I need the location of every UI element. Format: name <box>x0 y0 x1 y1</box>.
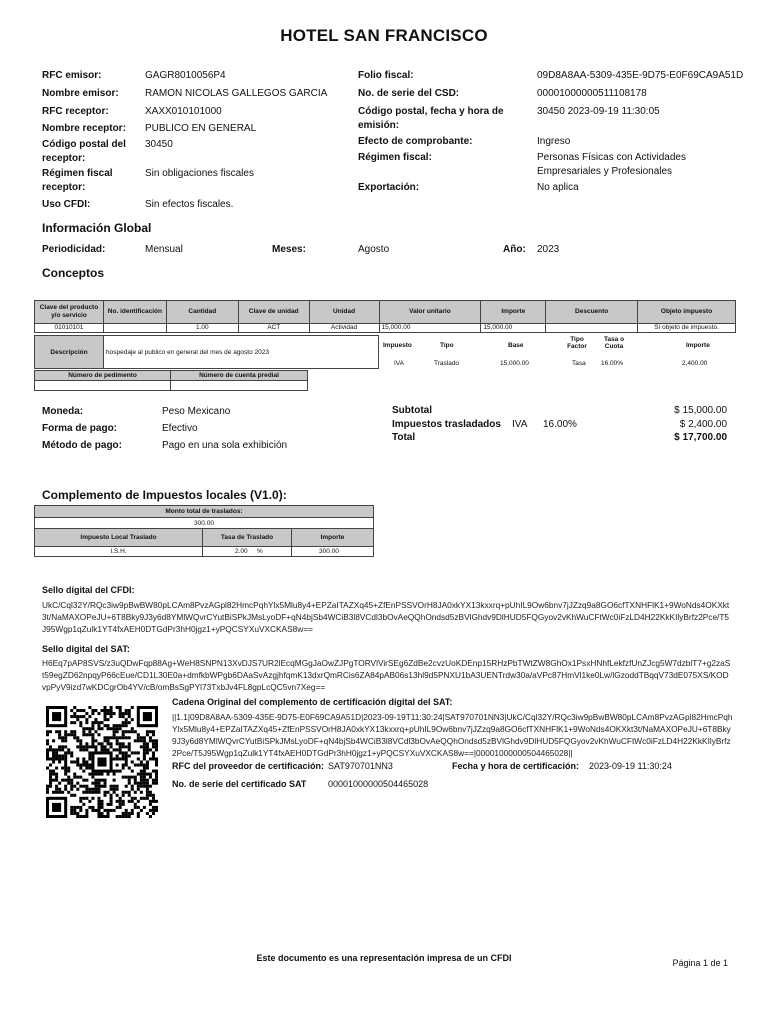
pedimento-label: Número de pedimento <box>34 370 171 381</box>
cp-receptor-value: 30450 <box>145 139 173 150</box>
col-tasa-traslado: Tasa de Traslado <box>202 528 292 547</box>
exportacion-label: Exportación: <box>358 182 420 193</box>
col-clave-producto: Clave del producto y/o servicio <box>35 301 104 324</box>
col-valor-unitario: Valor unitario <box>379 301 481 324</box>
regimen-receptor-label-1: Régimen fiscal <box>42 168 113 179</box>
periodicidad-value: Mensual <box>145 244 183 255</box>
tax-col-tipo-factor: Tipo Factor <box>567 336 587 350</box>
page-number: Página 1 de 1 <box>672 958 728 968</box>
cp-receptor-label-1: Código postal del <box>42 139 126 150</box>
efecto-value: Ingreso <box>537 136 571 147</box>
subtotal-label: Subtotal <box>392 405 432 416</box>
tax-col-impuesto: Impuesto <box>383 342 412 349</box>
exportacion-value: No aplica <box>537 182 579 193</box>
regimen-fiscal-label: Régimen fiscal: <box>358 152 432 163</box>
col-unidad: Unidad <box>309 301 379 324</box>
meses-label: Meses: <box>272 244 306 255</box>
regimen-receptor-value: Sin obligaciones fiscales <box>145 168 254 179</box>
cell-clave-producto: 01010101 <box>35 324 104 333</box>
col-importe-local: Importe <box>291 528 374 547</box>
predial-label: Número de cuenta predial <box>170 370 308 381</box>
tasa-traslado-unit: % <box>257 548 263 555</box>
col-clave-unidad: Clave de unidad <box>238 301 309 324</box>
conceptos-title: Conceptos <box>42 266 105 280</box>
regimen-fiscal-value-1: Personas Físicas con Actividades <box>537 152 686 163</box>
moneda-label: Moneda: <box>42 406 84 417</box>
fecha-certificacion-label: Fecha y hora de certificación: <box>452 761 580 771</box>
total-value: $ 17,700.00 <box>674 432 727 443</box>
rfc-proveedor-value: SAT970701NN3 <box>328 761 393 771</box>
conceptos-table <box>34 300 736 333</box>
cell-valor-unitario: 15,000.00 <box>379 324 481 333</box>
col-importe: Importe <box>481 301 546 324</box>
qr-code-icon <box>46 706 158 818</box>
serie-certificado-sat-value: 00001000000504465028 <box>328 779 429 789</box>
subtotal-value: $ 15,000.00 <box>674 405 727 416</box>
monto-traslados-label: Monto total de traslados: <box>34 505 374 518</box>
descripcion-label: Descripción <box>34 335 104 369</box>
sello-sat-value: H6Eq7pAP8SVS/z3uQDwFqp88Ag+WeH8SNPN13XvDJS7UR2lEcqMGgJaOwZJPgTORVlVirSEg6ZdBe2cvzUoKDEnp15RHzPbTWtZW8GhOx1PsxHNhfLekfzfUnZJcg5W7dzblT7+g2zaSt59egZD62npqyP66cEue/CD1L30E0a+dmfkbWPgb6DAaSvAzgjhfqmK13dxrQmRCis6ZA84pAB06s13hl9d5PNXU1bA3UENTrdw30a/aVPc87HmVl1ke0Lw/lGzoddTBqqV73dE075XS/KODvpPyV9izd7wKDCgrOb4YV/cB/omBsSgPYl73TxbJv4FL8gpLcQC5vn7Xeg== <box>42 658 731 692</box>
cp-fecha-label-1: Código postal, fecha y hora de <box>358 106 504 117</box>
cell-objeto-impuesto: Sí objeto de impuesto. <box>638 324 736 333</box>
metodo-pago-label: Método de pago: <box>42 440 122 451</box>
impuesto-local-value: I.S.H. <box>34 546 203 557</box>
importe-local-value: 300.00 <box>291 546 374 557</box>
forma-pago-label: Forma de pago: <box>42 423 118 434</box>
regimen-fiscal-value-2: Empresariales y Profesionales <box>537 166 673 177</box>
sello-cfdi-label: Sello digital del CFDI: <box>42 585 135 595</box>
tasa-traslado-value: 2.00 <box>235 548 248 555</box>
uso-cfdi-value: Sin efectos fiscales. <box>145 199 234 210</box>
total-label: Total <box>392 432 416 443</box>
sello-sat-label: Sello digital del SAT: <box>42 644 130 654</box>
cp-receptor-label-2: receptor: <box>42 153 86 164</box>
cp-fecha-value: 30450 2023-09-19 11:30:05 <box>537 106 660 117</box>
serie-certificado-sat-label: No. de serie del certificado SAT <box>172 779 307 789</box>
impuestos-trasladados-value: $ 2,400.00 <box>679 419 727 430</box>
tax-tipo: Traslado <box>434 360 460 367</box>
regimen-receptor-label-2: receptor: <box>42 182 86 193</box>
impuestos-trasladados-label: Impuestos trasladados <box>392 419 501 430</box>
fecha-certificacion-value: 2023-09-19 11:30:24 <box>589 761 672 771</box>
meses-value: Agosto <box>358 244 390 255</box>
nombre-emisor-value: RAMON NICOLAS GALLEGOS GARCIA <box>145 88 328 99</box>
rfc-emisor-label: RFC emisor: <box>42 70 102 81</box>
tax-base: 15,000.00 <box>500 360 529 367</box>
table-row <box>35 324 736 333</box>
tax-importe: 2,400.00 <box>682 360 708 367</box>
tax-col-tipo: Tipo <box>440 342 454 349</box>
moneda-value: Peso Mexicano <box>162 406 231 417</box>
rfc-proveedor-label: RFC del proveedor de certificación: <box>172 761 325 771</box>
cadena-original-label: Cadena Original del complemento de certificación digital del SAT: <box>172 697 453 707</box>
cell-cantidad: 1.00 <box>166 324 238 333</box>
cell-no-identificacion <box>103 324 166 333</box>
cell-unidad: Actividad <box>309 324 379 333</box>
col-no-identificacion: No. identificación <box>103 301 166 324</box>
tax-col-importe: Importe <box>686 342 710 349</box>
tax-col-tasa-cuota: Tasa o Cuota <box>603 336 625 350</box>
tax-col-base: Base <box>508 342 524 349</box>
conceptos-header-row <box>35 301 736 324</box>
complemento-title: Complemento de Impuestos locales (V1.0): <box>42 488 287 502</box>
forma-pago-value: Efectivo <box>162 423 198 434</box>
hotel-name: HOTEL SAN FRANCISCO <box>280 26 488 45</box>
cell-importe: 15,000.00 <box>481 324 546 333</box>
folio-fiscal-label: Folio fiscal: <box>358 70 414 81</box>
rfc-emisor-value: GAGR8010056P4 <box>145 70 226 81</box>
nombre-receptor-label: Nombre receptor: <box>42 123 126 134</box>
folio-fiscal-value: 09D8A8AA-5309-435E-9D75-E0F69CA9A51D <box>537 70 744 81</box>
uso-cfdi-label: Uso CFDI: <box>42 199 91 210</box>
predial-value <box>170 380 308 391</box>
cell-clave-unidad: ACT <box>238 324 309 333</box>
pedimento-value <box>34 380 171 391</box>
metodo-pago-value: Pago en una sola exhibición <box>162 440 288 451</box>
csd-label: No. de serie del CSD: <box>358 88 460 99</box>
col-cantidad: Cantidad <box>166 301 238 324</box>
descripcion-value: hospedaje al publico en general del mes de agosto 2023 <box>103 335 379 369</box>
rfc-receptor-value: XAXX010101000 <box>145 106 222 117</box>
monto-traslados-value: 300.00 <box>34 517 374 529</box>
nombre-receptor-value: PUBLICO EN GENERAL <box>145 123 257 134</box>
col-impuesto-local: Impuesto Local Traslado <box>34 528 203 547</box>
impuesto-nombre: IVA <box>512 419 528 430</box>
csd-value: 00001000000511108178 <box>537 88 647 99</box>
tax-tipo-factor: Tasa <box>572 360 586 367</box>
col-descuento: Descuento <box>546 301 638 324</box>
tasa-traslado-cell <box>202 546 292 557</box>
anio-label: Año: <box>503 244 526 255</box>
tax-impuesto: IVA <box>394 360 404 367</box>
anio-value: 2023 <box>537 244 560 255</box>
sello-cfdi-value: UkC/Cql32Y/RQc3iw9pBwBW80pLCAm8PvzAGpl82HmcPqhYlx5Mlu8y4+EPZaITAZXq45+ZfEnPSSVOrH8JA0xkYX13kxxrq+pUhIL9Ow6bnv7jJZzq9a8GO6cfTXNHFlK1+9WoNds4OKXkt3t/NaMAXOPeJU+6T8Bky9J3y6d8YMlWQvrCYutBiSPkJMsLyoDF+qN4bjSb4WCiB3l8VCdl3bOvAeQQhOndsd5zBVlGhdv9DlHUD5FQGyov2vKhWuCFtWc0iFzLD4H22KkKIlyBrfz2Pce/T5J95Wgp1qZulk1YT4fxAEH0DTGdPr3hH0jgz1+yPQCSYXuVXCKAS8w== <box>42 600 730 634</box>
cp-fecha-label-2: emisión: <box>358 120 400 131</box>
leyenda-cfdi: Este documento es una representación impresa de un CFDI <box>256 953 512 963</box>
col-objeto-impuesto: Objeto impuesto <box>638 301 736 324</box>
efecto-label: Efecto de comprobante: <box>358 136 473 147</box>
nombre-emisor-label: Nombre emisor: <box>42 88 119 99</box>
info-global-title: Información Global <box>42 221 152 235</box>
impuesto-tasa: 16.00% <box>543 419 577 430</box>
tax-tasa-cuota: 16.00% <box>601 360 624 367</box>
cell-descuento <box>546 324 638 333</box>
periodicidad-label: Periodicidad: <box>42 244 106 255</box>
rfc-receptor-label: RFC receptor: <box>42 106 109 117</box>
cadena-original-value: ||1.1|09D8A8AA-5309-435E-9D75-E0F69CA9A51D|2023-09-19T11:30:24|SAT970701NN3|UkC/Cql32Y/RQc3iw9pBwBW80pLCAm8PvzAGpl82HmcPqhYlx5Mlu8y4+EPZaITAZXq45+ZfEnPSSVOrH8JA0xkYX13kxxrq+pUhIL9Ow6bnv7jJZzq9a8GO6cfTXNHFlK1+9WoNds4OKXkt3t/NaMAXOPeJU+6T8Bky9J3y6d8YMlWQvrCYutBiSPkJMsLyoDF+qN4bjSb4WCiB3l8VCdl3bOvAeQQhOndsd5zBVlGhdv9DlHUD5FQGyov2vKhWuCFtWc0iFzLD4H22KkKIlyBrfz2Pce/T5J95Wgp1qZulk1YT4fxAEH0DTGdPr3hH0jgz1+yPQCSYXuVXCKAS8w==|00001000000504465028|| <box>172 712 733 758</box>
